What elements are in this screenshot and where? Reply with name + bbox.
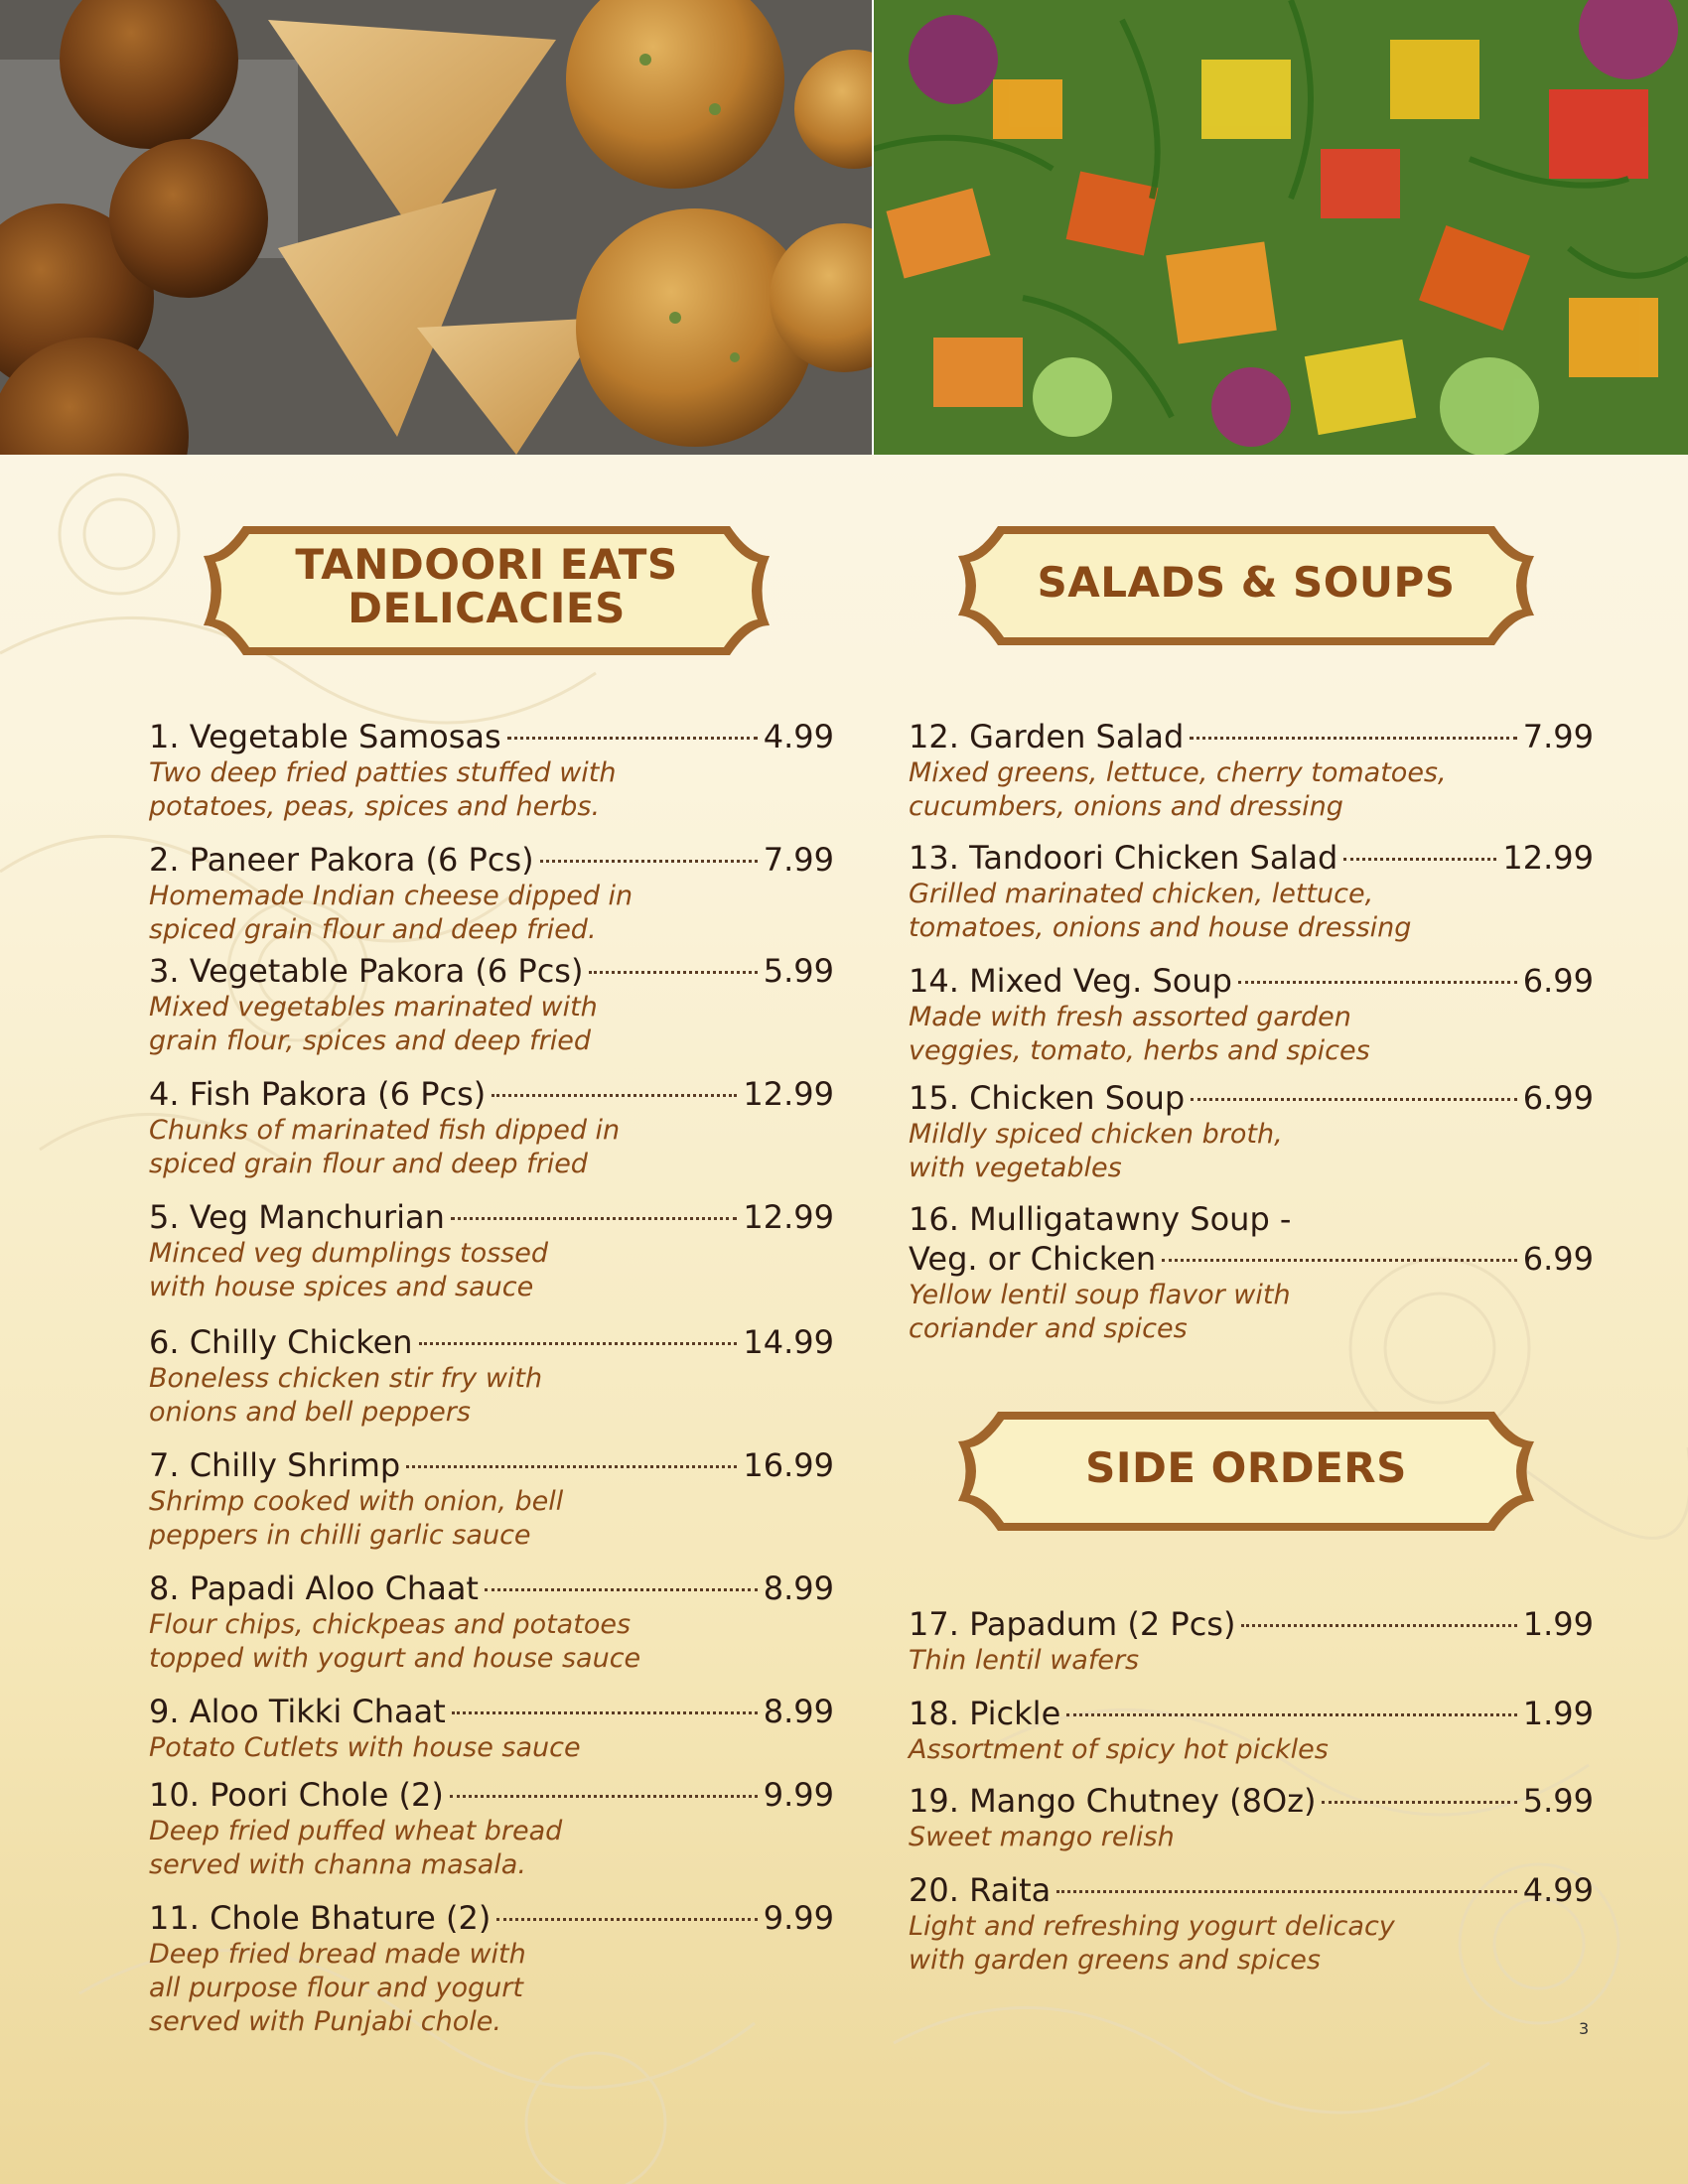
item-name: Veg. or Chicken bbox=[909, 1240, 1157, 1278]
item-description: grain flour, spices and deep fried bbox=[149, 1025, 591, 1056]
menu-item bbox=[909, 1199, 1594, 1346]
item-price: 16.99 bbox=[743, 1446, 834, 1484]
item-name: 6. Chilly Chicken bbox=[149, 1323, 413, 1361]
menu-item bbox=[909, 1604, 1594, 1678]
item-description: topped with yogurt and house sauce bbox=[149, 1643, 641, 1674]
item-price: 1.99 bbox=[1522, 1605, 1594, 1643]
section-banner-tandoori-eats bbox=[204, 516, 770, 665]
item-description: Minced veg dumplings tossed bbox=[149, 1238, 548, 1269]
dot-leader bbox=[540, 860, 758, 863]
item-description: peppers in chilli garlic sauce bbox=[149, 1520, 531, 1551]
menu-item bbox=[149, 951, 834, 1058]
item-name: 3. Vegetable Pakora (6 Pcs) bbox=[149, 952, 584, 990]
menu-item bbox=[149, 1322, 834, 1430]
item-description: tomatoes, onions and house dressing bbox=[909, 912, 1412, 943]
dot-leader bbox=[1238, 981, 1517, 984]
menu-item bbox=[149, 1445, 834, 1553]
item-name: 14. Mixed Veg. Soup bbox=[909, 962, 1232, 1000]
item-description: Boneless chicken stir fry with bbox=[149, 1363, 543, 1394]
dot-leader bbox=[1190, 737, 1517, 740]
item-name: 12. Garden Salad bbox=[909, 718, 1185, 755]
item-price: 6.99 bbox=[1522, 962, 1594, 1000]
item-name: 17. Papadum (2 Pcs) bbox=[909, 1605, 1236, 1643]
item-description: Mixed greens, lettuce, cherry tomatoes, bbox=[909, 757, 1447, 788]
item-name: 10. Poori Chole (2) bbox=[149, 1776, 444, 1814]
item-description: all purpose flour and yogurt bbox=[149, 1973, 523, 2003]
item-description: Thin lentil wafers bbox=[909, 1645, 1140, 1676]
dot-leader bbox=[450, 1795, 758, 1798]
section-title-delicacies: DELICACIES bbox=[348, 584, 626, 632]
item-description: served with Punjabi chole. bbox=[149, 2006, 501, 2037]
menu-item bbox=[909, 1781, 1594, 1854]
menu-item bbox=[909, 961, 1594, 1068]
page-number: 3 bbox=[1579, 2019, 1590, 2038]
menu-item bbox=[909, 1870, 1594, 1978]
item-price: 14.99 bbox=[743, 1323, 834, 1361]
menu-item bbox=[149, 840, 834, 947]
item-description: with house spices and sauce bbox=[149, 1272, 534, 1302]
item-price: 6.99 bbox=[1522, 1079, 1594, 1117]
dot-leader bbox=[1241, 1624, 1516, 1627]
section-title-side-orders: SIDE ORDERS bbox=[1085, 1443, 1407, 1492]
item-description: Flour chips, chickpeas and potatoes bbox=[149, 1609, 632, 1640]
item-price: 12.99 bbox=[1502, 839, 1594, 877]
menu-item bbox=[149, 1074, 834, 1181]
menu-item bbox=[909, 1694, 1594, 1767]
item-price: 12.99 bbox=[743, 1198, 834, 1236]
section-title-tandoori-eats: TANDOORI EATS bbox=[295, 540, 678, 589]
item-description: cucumbers, onions and dressing bbox=[909, 791, 1343, 822]
dot-leader bbox=[1056, 1890, 1517, 1893]
item-description: Made with fresh assorted garden bbox=[909, 1002, 1351, 1032]
item-name: 1. Vegetable Samosas bbox=[149, 718, 501, 755]
dot-leader bbox=[452, 1711, 758, 1714]
section-banner-salads-soups bbox=[958, 516, 1534, 655]
item-price: 4.99 bbox=[763, 718, 834, 755]
item-description: onions and bell peppers bbox=[149, 1397, 471, 1428]
item-description: Sweet mango relish bbox=[909, 1822, 1175, 1852]
item-name: 19. Mango Chutney (8Oz) bbox=[909, 1782, 1317, 1820]
dot-leader bbox=[1066, 1713, 1517, 1716]
item-description: spiced grain flour and deep fried. bbox=[149, 914, 597, 945]
item-description: Chunks of marinated fish dipped in bbox=[149, 1115, 621, 1146]
samosas-photo bbox=[0, 0, 872, 455]
item-name: 9. Aloo Tikki Chaat bbox=[149, 1693, 446, 1730]
menu-item bbox=[149, 1775, 834, 1882]
item-description: Homemade Indian cheese dipped in bbox=[149, 881, 633, 911]
item-description: with garden greens and spices bbox=[909, 1945, 1321, 1976]
item-price: 8.99 bbox=[763, 1693, 834, 1730]
salad-photo bbox=[874, 0, 1688, 455]
menu-item bbox=[909, 838, 1594, 945]
menu-item bbox=[149, 1197, 834, 1304]
item-price: 1.99 bbox=[1522, 1695, 1594, 1732]
section-banner-side-orders bbox=[958, 1402, 1534, 1541]
dot-leader bbox=[589, 971, 757, 974]
item-name: 20. Raita bbox=[909, 1871, 1052, 1909]
item-price: 8.99 bbox=[763, 1570, 834, 1607]
menu-item bbox=[149, 1692, 834, 1765]
dot-leader bbox=[485, 1588, 758, 1591]
dot-leader bbox=[419, 1342, 738, 1345]
item-description: Potato Cutlets with house sauce bbox=[149, 1732, 581, 1763]
item-name: 15. Chicken Soup bbox=[909, 1079, 1186, 1117]
dot-leader bbox=[507, 737, 758, 740]
menu-item bbox=[149, 717, 834, 824]
item-description: veggies, tomato, herbs and spices bbox=[909, 1035, 1370, 1066]
dot-leader bbox=[451, 1217, 738, 1220]
item-description: served with channa masala. bbox=[149, 1849, 526, 1880]
dot-leader bbox=[496, 1918, 757, 1921]
item-name: 4. Fish Pakora (6 Pcs) bbox=[149, 1075, 487, 1113]
menu-item bbox=[149, 1569, 834, 1676]
menu-item bbox=[149, 1898, 834, 2039]
dot-leader bbox=[1191, 1098, 1517, 1101]
item-price: 7.99 bbox=[1522, 718, 1594, 755]
item-description: Mildly spiced chicken broth, bbox=[909, 1119, 1283, 1150]
item-name: 13. Tandoori Chicken Salad bbox=[909, 839, 1338, 877]
dot-leader bbox=[1343, 858, 1496, 861]
item-description: with vegetables bbox=[909, 1153, 1122, 1183]
item-price: 12.99 bbox=[743, 1075, 834, 1113]
item-price: 7.99 bbox=[763, 841, 834, 879]
item-description: Two deep fried patties stuffed with bbox=[149, 757, 617, 788]
photo-strip bbox=[0, 0, 1688, 455]
item-description: Mixed vegetables marinated with bbox=[149, 992, 598, 1023]
dot-leader bbox=[406, 1465, 737, 1468]
dot-leader bbox=[1322, 1801, 1516, 1804]
item-description: Deep fried puffed wheat bread bbox=[149, 1816, 563, 1846]
item-name: 7. Chilly Shrimp bbox=[149, 1446, 401, 1484]
item-name: 11. Chole Bhature (2) bbox=[149, 1899, 492, 1937]
item-description: spiced grain flour and deep fried bbox=[149, 1149, 588, 1179]
item-description: Yellow lentil soup flavor with bbox=[909, 1280, 1291, 1310]
item-description: Light and refreshing yogurt delicacy bbox=[909, 1911, 1395, 1942]
menu-item bbox=[909, 717, 1594, 824]
item-name: 18. Pickle bbox=[909, 1695, 1061, 1732]
item-description: potatoes, peas, spices and herbs. bbox=[149, 791, 601, 822]
item-name: 5. Veg Manchurian bbox=[149, 1198, 445, 1236]
item-description: Shrimp cooked with onion, bell bbox=[149, 1486, 564, 1517]
item-name: 8. Papadi Aloo Chaat bbox=[149, 1570, 479, 1607]
item-description: Grilled marinated chicken, lettuce, bbox=[909, 879, 1374, 909]
item-name: 2. Paneer Pakora (6 Pcs) bbox=[149, 841, 534, 879]
item-description: Assortment of spicy hot pickles bbox=[909, 1734, 1329, 1765]
item-price: 9.99 bbox=[763, 1776, 834, 1814]
item-price: 5.99 bbox=[763, 952, 834, 990]
item-price: 5.99 bbox=[1522, 1782, 1594, 1820]
dot-leader bbox=[492, 1094, 737, 1097]
item-price: 6.99 bbox=[1522, 1240, 1594, 1278]
item-price: 9.99 bbox=[763, 1899, 834, 1937]
section-title-salads-soups: SALADS & SOUPS bbox=[1037, 558, 1456, 607]
item-description: Deep fried bread made with bbox=[149, 1939, 526, 1970]
item-price: 4.99 bbox=[1522, 1871, 1594, 1909]
menu-item bbox=[909, 1078, 1594, 1185]
item-description: coriander and spices bbox=[909, 1313, 1188, 1344]
item-name: 16. Mulligatawny Soup - bbox=[909, 1200, 1292, 1238]
dot-leader bbox=[1162, 1259, 1517, 1262]
